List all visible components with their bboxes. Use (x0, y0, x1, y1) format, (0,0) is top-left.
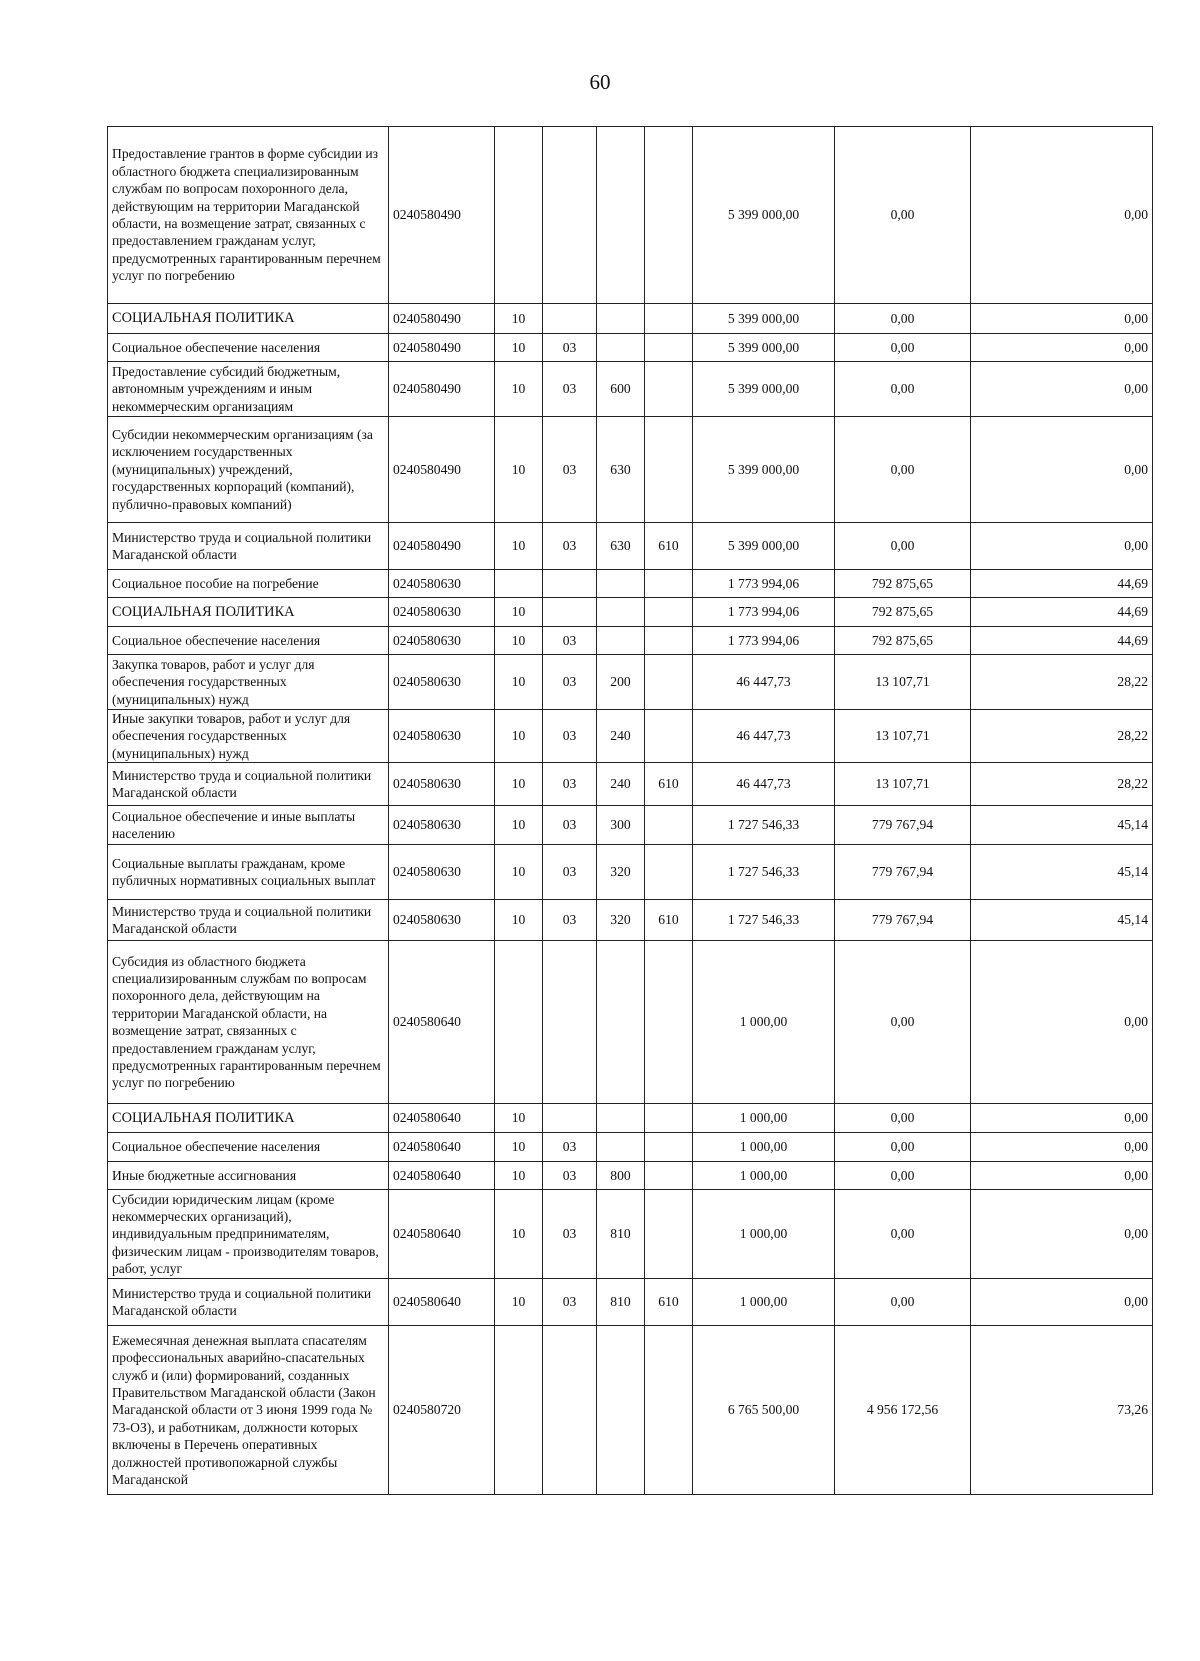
department-code-cell (645, 1104, 693, 1133)
planned-amount-cell: 5 399 000,00 (693, 523, 835, 570)
target-code-cell: 0240580720 (389, 1326, 495, 1495)
subsection-code-cell: 03 (543, 845, 597, 900)
actual-amount-cell: 0,00 (835, 1190, 971, 1279)
department-code-cell (645, 127, 693, 304)
actual-amount-cell: 0,00 (835, 1104, 971, 1133)
table-row (108, 598, 1153, 627)
planned-amount-cell: 1 000,00 (693, 1133, 835, 1162)
actual-amount-cell: 13 107,71 (835, 710, 971, 763)
expense-type-cell: 810 (597, 1190, 645, 1279)
expense-type-cell: 600 (597, 362, 645, 417)
planned-amount-cell: 5 399 000,00 (693, 362, 835, 417)
row-name-cell: Предоставление грантов в форме субсидии из областного бюджета специализированным службам по вопросам похоронного дела, действующим на территории Магаданской области, на возмещение затрат, связанных с предоставлением гражданам услуг, предусмотренных гарантированным перечнем услуг по погребению (108, 127, 389, 304)
table-row (108, 1190, 1153, 1279)
planned-amount-cell: 6 765 500,00 (693, 1326, 835, 1495)
subsection-code-cell: 03 (543, 362, 597, 417)
department-code-cell: 610 (645, 900, 693, 941)
subsection-code-cell (543, 127, 597, 304)
actual-amount-cell: 0,00 (835, 304, 971, 334)
percent-cell: 0,00 (971, 1162, 1153, 1190)
expense-type-cell (597, 334, 645, 362)
expense-type-cell: 630 (597, 417, 645, 523)
percent-cell: 0,00 (971, 417, 1153, 523)
planned-amount-cell: 46 447,73 (693, 710, 835, 763)
department-code-cell (645, 806, 693, 845)
section-code-cell (495, 1326, 543, 1495)
section-code-cell: 10 (495, 362, 543, 417)
row-name-cell: Закупка товаров, работ и услуг для обеспечения государственных (муниципальных) нужд (108, 655, 389, 710)
department-code-cell (645, 655, 693, 710)
percent-cell: 0,00 (971, 1190, 1153, 1279)
expense-type-cell (597, 570, 645, 598)
planned-amount-cell: 1 000,00 (693, 1190, 835, 1279)
row-name-cell: Субсидии юридическим лицам (кроме некоммерческих организаций), индивидуальным предпринимателям, физическим лицам - производителям товаров, работ, услуг (108, 1190, 389, 1279)
target-code-cell: 0240580640 (389, 1279, 495, 1326)
row-name-cell: Субсидия из областного бюджета специализированным службам по вопросам похоронного дела, действующим на территории Магаданской области, на возмещение затрат, связанных с предоставлением гражданам услуг, предусмотренных гарантированным перечнем услуг по погребению (108, 941, 389, 1104)
subsection-code-cell (543, 570, 597, 598)
department-code-cell (645, 627, 693, 655)
target-code-cell: 0240580630 (389, 655, 495, 710)
target-code-cell: 0240580490 (389, 304, 495, 334)
actual-amount-cell: 0,00 (835, 1279, 971, 1326)
actual-amount-cell: 792 875,65 (835, 627, 971, 655)
actual-amount-cell: 13 107,71 (835, 763, 971, 806)
target-code-cell: 0240580640 (389, 1104, 495, 1133)
section-code-cell: 10 (495, 806, 543, 845)
section-code-cell: 10 (495, 710, 543, 763)
percent-cell: 28,22 (971, 710, 1153, 763)
section-code-cell (495, 570, 543, 598)
expense-type-cell: 300 (597, 806, 645, 845)
planned-amount-cell: 1 773 994,06 (693, 598, 835, 627)
row-name-cell: Ежемесячная денежная выплата спасателям профессиональных аварийно-спасательных служб и (или) формирований, созданных Правительством Магаданской области (Закон Магаданской области от 3 июня 1999 года № 73-ОЗ), и работникам, должности которых включены в Перечень оперативных должностей противопожарной службы Магаданской (108, 1326, 389, 1495)
row-name-cell: Министерство труда и социальной политики Магаданской области (108, 900, 389, 941)
percent-cell: 45,14 (971, 806, 1153, 845)
subsection-code-cell: 03 (543, 806, 597, 845)
subsection-code-cell: 03 (543, 334, 597, 362)
actual-amount-cell: 4 956 172,56 (835, 1326, 971, 1495)
target-code-cell: 0240580630 (389, 570, 495, 598)
table-row (108, 763, 1153, 806)
row-name-cell: Социальное пособие на погребение (108, 570, 389, 598)
planned-amount-cell: 1 727 546,33 (693, 845, 835, 900)
target-code-cell: 0240580490 (389, 334, 495, 362)
percent-cell: 0,00 (971, 334, 1153, 362)
department-code-cell: 610 (645, 523, 693, 570)
section-code-cell: 10 (495, 1133, 543, 1162)
planned-amount-cell: 1 000,00 (693, 1162, 835, 1190)
actual-amount-cell: 0,00 (835, 334, 971, 362)
percent-cell: 28,22 (971, 763, 1153, 806)
department-code-cell (645, 1190, 693, 1279)
subsection-code-cell: 03 (543, 763, 597, 806)
subsection-code-cell: 03 (543, 1162, 597, 1190)
section-code-cell (495, 941, 543, 1104)
percent-cell: 0,00 (971, 362, 1153, 417)
table-row (108, 1162, 1153, 1190)
actual-amount-cell: 792 875,65 (835, 570, 971, 598)
planned-amount-cell: 46 447,73 (693, 763, 835, 806)
section-code-cell: 10 (495, 598, 543, 627)
section-code-cell: 10 (495, 417, 543, 523)
target-code-cell: 0240580490 (389, 362, 495, 417)
percent-cell: 0,00 (971, 1279, 1153, 1326)
row-name-cell: Иные закупки товаров, работ и услуг для обеспечения государственных (муниципальных) нужд (108, 710, 389, 763)
actual-amount-cell: 0,00 (835, 1133, 971, 1162)
planned-amount-cell: 1 773 994,06 (693, 627, 835, 655)
target-code-cell: 0240580630 (389, 900, 495, 941)
subsection-code-cell (543, 304, 597, 334)
actual-amount-cell: 13 107,71 (835, 655, 971, 710)
percent-cell: 0,00 (971, 523, 1153, 570)
subsection-code-cell: 03 (543, 1190, 597, 1279)
section-code-cell: 10 (495, 334, 543, 362)
row-name-cell: Предоставление субсидий бюджетным, автономным учреждениям и иным некоммерческим организациям (108, 362, 389, 417)
department-code-cell (645, 570, 693, 598)
actual-amount-cell: 0,00 (835, 127, 971, 304)
expense-type-cell (597, 1133, 645, 1162)
expense-type-cell: 200 (597, 655, 645, 710)
subsection-code-cell: 03 (543, 1279, 597, 1326)
expense-type-cell: 800 (597, 1162, 645, 1190)
percent-cell: 73,26 (971, 1326, 1153, 1495)
section-code-cell: 10 (495, 1104, 543, 1133)
target-code-cell: 0240580640 (389, 941, 495, 1104)
target-code-cell: 0240580630 (389, 598, 495, 627)
department-code-cell (645, 941, 693, 1104)
target-code-cell: 0240580640 (389, 1133, 495, 1162)
page-number: 60 (589, 70, 611, 94)
actual-amount-cell: 0,00 (835, 523, 971, 570)
planned-amount-cell: 5 399 000,00 (693, 417, 835, 523)
target-code-cell: 0240580630 (389, 806, 495, 845)
expense-type-cell (597, 627, 645, 655)
target-code-cell: 0240580640 (389, 1190, 495, 1279)
percent-cell: 44,69 (971, 598, 1153, 627)
actual-amount-cell: 0,00 (835, 941, 971, 1104)
row-name-cell: Субсидии некоммерческим организациям (за исключением государственных (муниципальных) учреждений, государственных корпораций (компаний), публично-правовых компаний) (108, 417, 389, 523)
expense-type-cell (597, 941, 645, 1104)
table-row (108, 570, 1153, 598)
expense-type-cell: 240 (597, 763, 645, 806)
actual-amount-cell: 779 767,94 (835, 806, 971, 845)
table-row (108, 304, 1153, 334)
percent-cell: 0,00 (971, 304, 1153, 334)
target-code-cell: 0240580490 (389, 417, 495, 523)
target-code-cell: 0240580630 (389, 845, 495, 900)
table-row (108, 627, 1153, 655)
section-code-cell: 10 (495, 845, 543, 900)
row-name-cell: СОЦИАЛЬНАЯ ПОЛИТИКА (108, 304, 389, 334)
target-code-cell: 0240580630 (389, 710, 495, 763)
actual-amount-cell: 0,00 (835, 1162, 971, 1190)
table-row (108, 1104, 1153, 1133)
planned-amount-cell: 1 773 994,06 (693, 570, 835, 598)
row-name-cell: Социальные выплаты гражданам, кроме публичных нормативных социальных выплат (108, 845, 389, 900)
subsection-code-cell: 03 (543, 900, 597, 941)
row-name-cell: Министерство труда и социальной политики Магаданской области (108, 1279, 389, 1326)
section-code-cell: 10 (495, 523, 543, 570)
planned-amount-cell: 5 399 000,00 (693, 304, 835, 334)
planned-amount-cell: 46 447,73 (693, 655, 835, 710)
subsection-code-cell: 03 (543, 523, 597, 570)
subsection-code-cell (543, 941, 597, 1104)
table-row (108, 334, 1153, 362)
subsection-code-cell (543, 1104, 597, 1133)
target-code-cell: 0240580490 (389, 127, 495, 304)
section-code-cell: 10 (495, 304, 543, 334)
subsection-code-cell: 03 (543, 710, 597, 763)
planned-amount-cell: 1 727 546,33 (693, 806, 835, 845)
department-code-cell (645, 334, 693, 362)
table-row (108, 362, 1153, 417)
percent-cell: 45,14 (971, 845, 1153, 900)
expense-type-cell (597, 127, 645, 304)
department-code-cell (645, 710, 693, 763)
percent-cell: 44,69 (971, 627, 1153, 655)
department-code-cell (645, 304, 693, 334)
row-name-cell: СОЦИАЛЬНАЯ ПОЛИТИКА (108, 598, 389, 627)
planned-amount-cell: 1 000,00 (693, 1279, 835, 1326)
section-code-cell: 10 (495, 900, 543, 941)
percent-cell: 0,00 (971, 941, 1153, 1104)
department-code-cell (645, 417, 693, 523)
row-name-cell: Социальное обеспечение населения (108, 1133, 389, 1162)
planned-amount-cell: 5 399 000,00 (693, 334, 835, 362)
department-code-cell (645, 1326, 693, 1495)
row-name-cell: Социальное обеспечение населения (108, 334, 389, 362)
table-row (108, 655, 1153, 710)
section-code-cell: 10 (495, 655, 543, 710)
subsection-code-cell (543, 1326, 597, 1495)
table-row (108, 806, 1153, 845)
section-code-cell: 10 (495, 627, 543, 655)
table-row (108, 900, 1153, 941)
department-code-cell (645, 598, 693, 627)
target-code-cell: 0240580630 (389, 763, 495, 806)
planned-amount-cell: 1 727 546,33 (693, 900, 835, 941)
department-code-cell: 610 (645, 763, 693, 806)
department-code-cell: 610 (645, 1279, 693, 1326)
section-code-cell: 10 (495, 1190, 543, 1279)
expense-type-cell: 810 (597, 1279, 645, 1326)
target-code-cell: 0240580640 (389, 1162, 495, 1190)
subsection-code-cell: 03 (543, 655, 597, 710)
row-name-cell: Социальное обеспечение и иные выплаты населению (108, 806, 389, 845)
department-code-cell (645, 362, 693, 417)
actual-amount-cell: 792 875,65 (835, 598, 971, 627)
section-code-cell: 10 (495, 1162, 543, 1190)
section-code-cell (495, 127, 543, 304)
target-code-cell: 0240580490 (389, 523, 495, 570)
table-row (108, 127, 1153, 304)
percent-cell: 0,00 (971, 1133, 1153, 1162)
row-name-cell: Министерство труда и социальной политики Магаданской области (108, 763, 389, 806)
department-code-cell (645, 1162, 693, 1190)
percent-cell: 28,22 (971, 655, 1153, 710)
table-row (108, 523, 1153, 570)
row-name-cell: Социальное обеспечение населения (108, 627, 389, 655)
expense-type-cell: 320 (597, 845, 645, 900)
actual-amount-cell: 0,00 (835, 362, 971, 417)
planned-amount-cell: 1 000,00 (693, 941, 835, 1104)
expense-type-cell (597, 1326, 645, 1495)
percent-cell: 0,00 (971, 127, 1153, 304)
section-code-cell: 10 (495, 763, 543, 806)
actual-amount-cell: 779 767,94 (835, 900, 971, 941)
percent-cell: 44,69 (971, 570, 1153, 598)
table-row (108, 845, 1153, 900)
target-code-cell: 0240580630 (389, 627, 495, 655)
table-body (108, 127, 1153, 1495)
expense-type-cell: 320 (597, 900, 645, 941)
planned-amount-cell: 5 399 000,00 (693, 127, 835, 304)
expense-type-cell (597, 598, 645, 627)
table-row (108, 1133, 1153, 1162)
percent-cell: 0,00 (971, 1104, 1153, 1133)
expense-type-cell: 240 (597, 710, 645, 763)
budget-table (107, 126, 1153, 1495)
row-name-cell: СОЦИАЛЬНАЯ ПОЛИТИКА (108, 1104, 389, 1133)
table-row (108, 417, 1153, 523)
row-name-cell: Министерство труда и социальной политики Магаданской области (108, 523, 389, 570)
subsection-code-cell: 03 (543, 627, 597, 655)
actual-amount-cell: 779 767,94 (835, 845, 971, 900)
table-row (108, 1279, 1153, 1326)
table-row (108, 941, 1153, 1104)
percent-cell: 45,14 (971, 900, 1153, 941)
department-code-cell (645, 1133, 693, 1162)
subsection-code-cell: 03 (543, 1133, 597, 1162)
row-name-cell: Иные бюджетные ассигнования (108, 1162, 389, 1190)
subsection-code-cell (543, 598, 597, 627)
table-row (108, 1326, 1153, 1495)
actual-amount-cell: 0,00 (835, 417, 971, 523)
expense-type-cell (597, 304, 645, 334)
department-code-cell (645, 845, 693, 900)
section-code-cell: 10 (495, 1279, 543, 1326)
expense-type-cell: 630 (597, 523, 645, 570)
subsection-code-cell: 03 (543, 417, 597, 523)
expense-type-cell (597, 1104, 645, 1133)
planned-amount-cell: 1 000,00 (693, 1104, 835, 1133)
table-row (108, 710, 1153, 763)
